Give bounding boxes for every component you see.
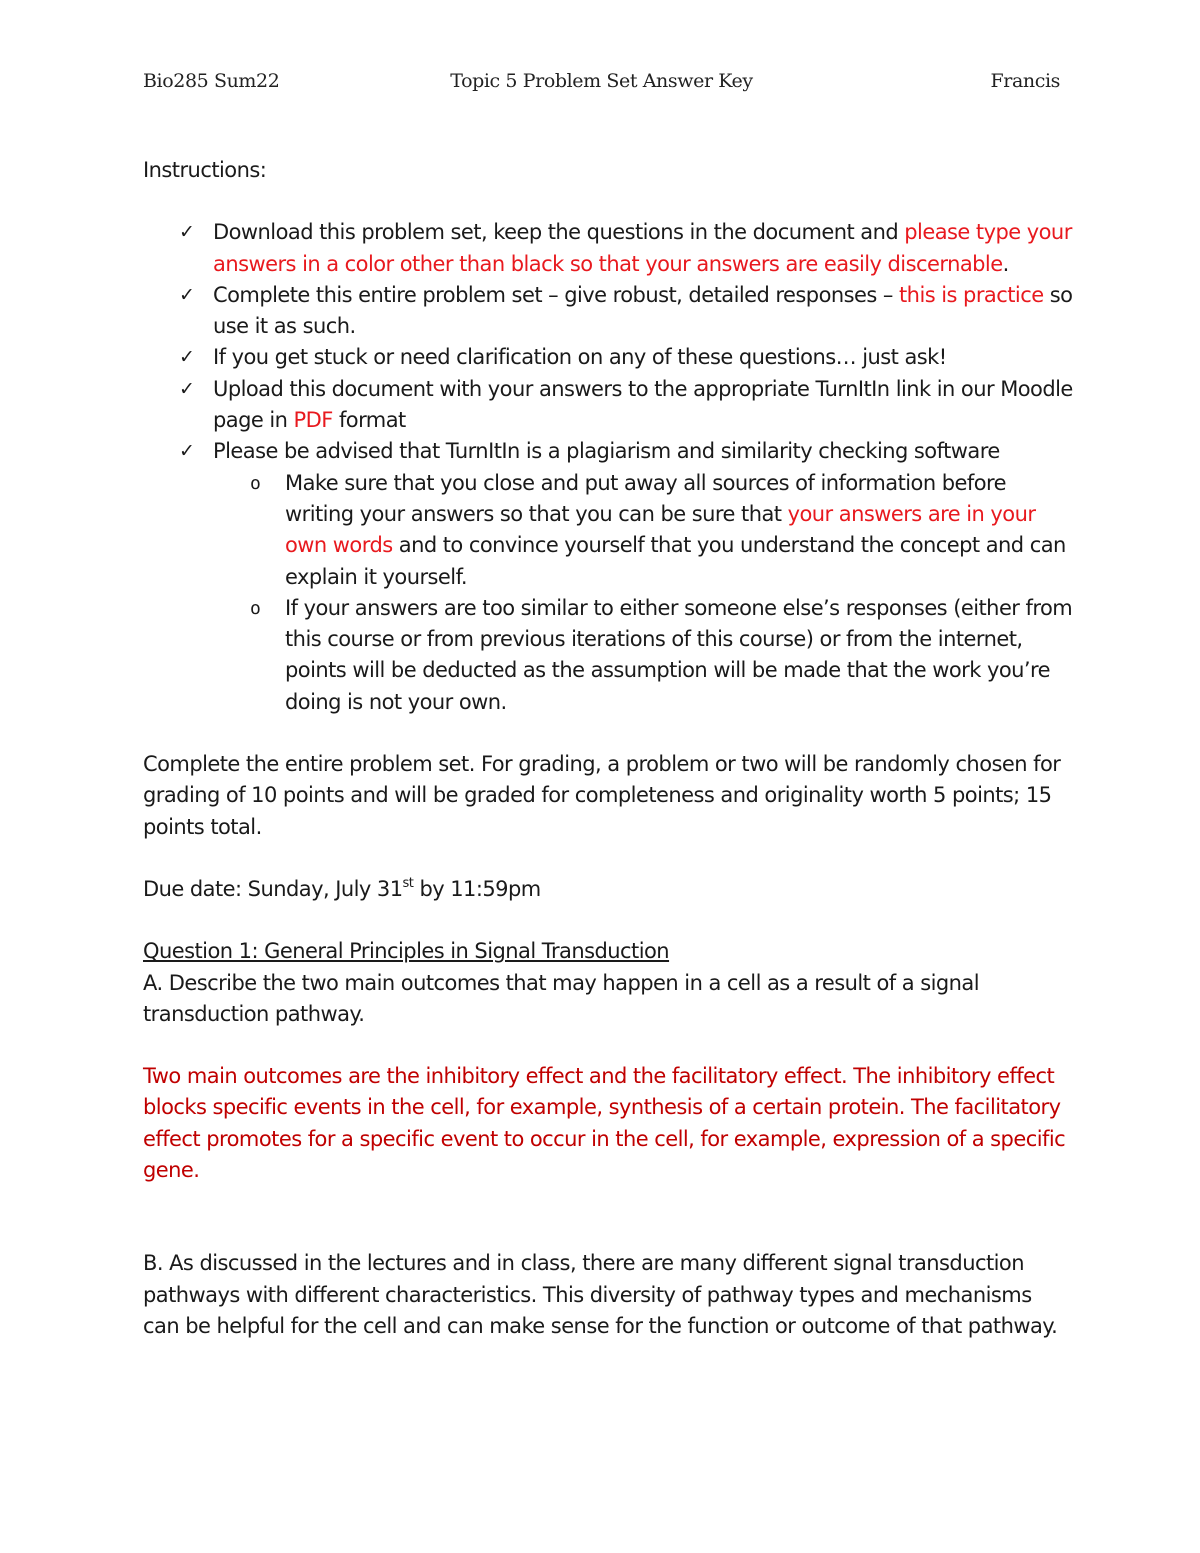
checkmark-icon: ✓ bbox=[179, 377, 195, 400]
checkmark-icon: ✓ bbox=[179, 346, 195, 369]
checkmark-icon: ✓ bbox=[179, 283, 195, 306]
instruction-item-5: ✓ Please be advised that TurnItIn is a plagiarism and similarity checking software o Make sure that you close and put away all sources of information before writing your answers so that you can be sure that your answers are in your own words and to convince yourself that you understand the concept and can explain it yourself. o If your answers are too similar to either someone else’s responses (either from this course or from previous iterations of this course) or from the internet, points will be deducted as the assumption will be made that the work you’re doing is not your own. bbox=[143, 436, 1073, 718]
instruction-item-1: ✓ Download this problem set, keep the questions in the document and please type your answers in a color other than black so that your answers are easily discernable. bbox=[143, 217, 1073, 280]
header-author: Francis bbox=[990, 70, 1060, 92]
question-1 bbox=[143, 936, 1073, 1342]
instruction-item-4: ✓ Upload this document with your answers to the appropriate TurnItIn link in our Moodle page in PDF format bbox=[143, 374, 1073, 437]
checkmark-icon: ✓ bbox=[179, 440, 195, 463]
instruction-item-2: ✓ Complete this entire problem set – give robust, detailed responses – this is practice so use it as such. bbox=[143, 280, 1073, 343]
question-1b-prompt: B. As discussed in the lectures and in class, there are many different signal transduction pathways with different characteristics. This diversity of pathway types and mechanisms can be helpful for the cell and can make sense for the function or outcome of that pathway. bbox=[143, 1251, 1058, 1338]
instruction-sublist bbox=[213, 468, 1073, 718]
question-1a-answer: Two main outcomes are the inhibitory effect and the facilitatory effect. The inhibitory effect blocks specific events in the cell, for example, synthesis of a certain protein. The facilitatory effect promotes for a specific event to occur in the cell, for example, expression of a specific gene. bbox=[143, 1064, 1066, 1183]
circle-bullet-icon: o bbox=[250, 472, 261, 494]
header-title: Topic 5 Problem Set Answer Key bbox=[450, 70, 753, 92]
instructions-list bbox=[143, 217, 1073, 718]
due-date: Due date: Sunday, July 31st by 11:59pm bbox=[143, 875, 541, 901]
question-1a-prompt: A. Describe the two main outcomes that may happen in a cell as a result of a signal transduction pathway. bbox=[143, 970, 980, 1026]
grading-paragraph: Complete the entire problem set. For grading, a problem or two will be randomly chosen for grading of 10 points and will be graded for completeness and originality worth 5 points; 15 points total. bbox=[143, 752, 1061, 839]
question-1-title: Question 1: General Principles in Signal Transduction bbox=[143, 939, 670, 964]
header-course: Bio285 Sum22 bbox=[143, 70, 280, 92]
document-body bbox=[143, 155, 1073, 1342]
instruction-item-3: ✓ If you get stuck or need clarification on any of these questions… just ask! bbox=[143, 342, 1073, 373]
page-header bbox=[143, 70, 1060, 104]
instruction-subitem-1: o Make sure that you close and put away all sources of information before writing your answers so that you can be sure that your answers are in your own words and to convince yourself that you understand the concept and can explain it yourself. bbox=[213, 468, 1073, 593]
checkmark-icon: ✓ bbox=[179, 221, 195, 244]
instruction-subitem-2: o If your answers are too similar to either someone else’s responses (either from this course or from previous iterations of this course) or from the internet, points will be deducted as the assumption will be made that the work you’re doing is not your own. bbox=[213, 593, 1073, 718]
instructions-heading: Instructions: bbox=[143, 158, 267, 182]
circle-bullet-icon: o bbox=[250, 597, 261, 619]
